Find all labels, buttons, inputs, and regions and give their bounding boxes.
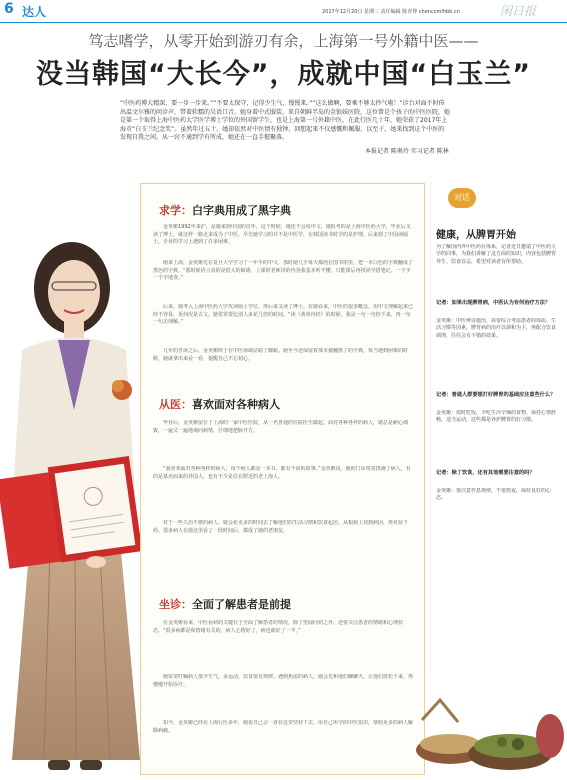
section-2-paragraph: 毕业后，金英姬留在了上海的一家中医医院，从一名普通的住院医生做起。面对各种各样的病人，她总是耐心细致，一遍又一遍地询问病情，仔细地把脉开方。 bbox=[153, 420, 409, 434]
sidebar-intro: 为了解国内外中医药在体系，记者近日邀请了中医药大学的同事，为我们讲解了这方面的知识，内容包括脾胃养生、饮食宜忌，希望对读者有所帮助。 bbox=[436, 244, 557, 265]
article-subtitle: 笃志嗜学，从零开始到游刃有余，上海第一号外籍中医—— bbox=[88, 32, 479, 50]
herbs-image bbox=[410, 680, 567, 780]
dialogue-tag: 对话 bbox=[448, 188, 476, 208]
section-1-paragraph: 后来，她考入上海中医药大学攻读硕士学位，再后来又读了博士。在她看来，中医的很多概念，用中文理解起来已经不容易，更何况是古文，她常常要比别人多花几倍的时间。“读《黄帝内经》的时候，我是一句一句抄下来，再一句一句去理解。” bbox=[153, 304, 413, 326]
section-1-paragraph: 刚来上海，金英姬先在复旦大学学习了一年半的中文，那时她几乎每天都泡在图书馆里，把一本白色的字典翻成了黑色的字典。“那时候语言真的是很大的障碍，上课时老师讲的内容我基本听不懂，只能课后再找同学借笔记，一个字一个字地查。” bbox=[153, 260, 413, 282]
sidebar-answer: 金英姬：中医辨证施治，需要综合考虑患者的体质、生活习惯等因素，脾胃病的治疗以调和为主，再配合饮食调理，往往会有不错的效果。 bbox=[436, 318, 557, 339]
sidebar-answer: 金英姬：要注意作息规律，不要熬夜，保持良好的心态。 bbox=[436, 488, 552, 502]
section-1-paragraph: 几年的苦读之后，金英姬终于在中医领域站稳了脚跟。她至今还保留着那本被翻黑了的字典，每当遇到困难的时候，她就拿出来看一看，提醒自己不忘初心。 bbox=[153, 348, 409, 362]
article-headline: 没当韩国“大长今”，成就中国“白玉兰” bbox=[36, 59, 531, 90]
sidebar-question: 记者：除了饮食，还有其他需要注意的吗？ bbox=[436, 470, 535, 476]
newspaper-logo: 闲日报 bbox=[500, 4, 537, 18]
section-3-paragraph: 如今，金英姬已经在上海行医多年，她说自己会一直在这里坚持下去，用自己所学的中医知识，帮助更多的病人解除病痛。 bbox=[153, 720, 413, 734]
page-header bbox=[0, 0, 567, 23]
sidebar-question: 记者：如果出现脾胃病，中医认为有何治疗方法？ bbox=[436, 300, 551, 306]
section-1-heading: 求学：白字典用成了黑字典 bbox=[159, 204, 291, 217]
page-number: 6 bbox=[4, 1, 14, 17]
section-2-heading: 从医：喜欢面对各种病人 bbox=[159, 398, 280, 411]
section-3-paragraph: 她常常叮嘱病人要少生气，多运动，饮食要有规律。遇到焦虑的病人，她会先和他们聊聊天，让他们放松下来，再慢慢开始诊疗。 bbox=[153, 674, 413, 688]
section-3-paragraph: 在金英姬看来，中医看病的关键在于全面了解患者的情况，除了望闻问切之外，还要关注患者的情绪和心理状态。“很多病都是和情绪有关的，病人心情好了，病也就好了一半。” bbox=[153, 620, 404, 634]
article-lead: “中医药博大精深，要一步一步来。”“不要太保守，记得少生气，慢慢来。”“这么做啊，要乘不够太抄气啦！”诊台对面不时传出温文尔雅的问诊声，带着软糯的吴语口音。她身着中式服装，来自朝鲜半岛的金银妹医院，这位曾是个孩子的中医医院，她是第一个取得上海中医药大学医学博士学位的外国留学生，也是上海第一号外籍中医，在此行医几十年，她荣获了2017年上海市“白玉兰纪念奖”。虽然年过五十，她却依然对中医情有独钟，回想起来不仅感慨和佩服，以至于，她来找到这个中医的发现自我之间。从一窍不通到学有所成，她还在一直手握聚落。 bbox=[120, 100, 451, 142]
section-3-heading: 坐诊：全面了解患者是前提 bbox=[159, 598, 291, 611]
sidebar-divider bbox=[430, 182, 431, 672]
column-name: 达人 bbox=[22, 5, 47, 19]
section-1-paragraph: 金英姬1992年来沪，是她来到中国的首年，这个时候，她还不会说中文，她报考的是上海中医药大学，毕业后又读了博士，就这样一路走来成为了中医。早先她学习的并不是中医学，在韩国读书时学的是护理，后来到了中国读硕士，专业的学习上遇到了许多困难。 bbox=[153, 224, 411, 246]
sidebar-question: 记者：普通人群要想打好脾胃的基础应注意些什么？ bbox=[436, 392, 556, 398]
issue-meta: 2017年12月20日 星期三 责任编辑 陈青仲 chenccmlhbb.cn bbox=[322, 9, 460, 15]
sidebar-title: 健康，从脾胃开始 bbox=[436, 230, 516, 241]
portrait-photo bbox=[0, 240, 150, 775]
byline: 本报记者 陈奥玲 实习记者 陈林 bbox=[365, 148, 449, 155]
section-2-paragraph: “我喜欢面对各种各样的病人，每个病人都是一本书，都有不同的故事。”金英姬说。她的门诊常常排满了病人，有的是慕名而来的外国人，也有不少是住在附近的老上海人。 bbox=[153, 466, 411, 480]
sidebar-answer: 金英姬：按时吃饭，少吃生冷辛辣的食物，保持心情舒畅，适当运动，这些都是养护脾胃的好习惯。 bbox=[436, 410, 557, 424]
section-2-paragraph: 对于一些久治不愈的病人，她会花更多的时间去了解他们的生活习惯和饮食起居，从根源上找到病因，再对症下药。很多病人在她这里看了一段时间后，都成了她的老朋友。 bbox=[153, 520, 409, 534]
article-body bbox=[140, 183, 425, 775]
